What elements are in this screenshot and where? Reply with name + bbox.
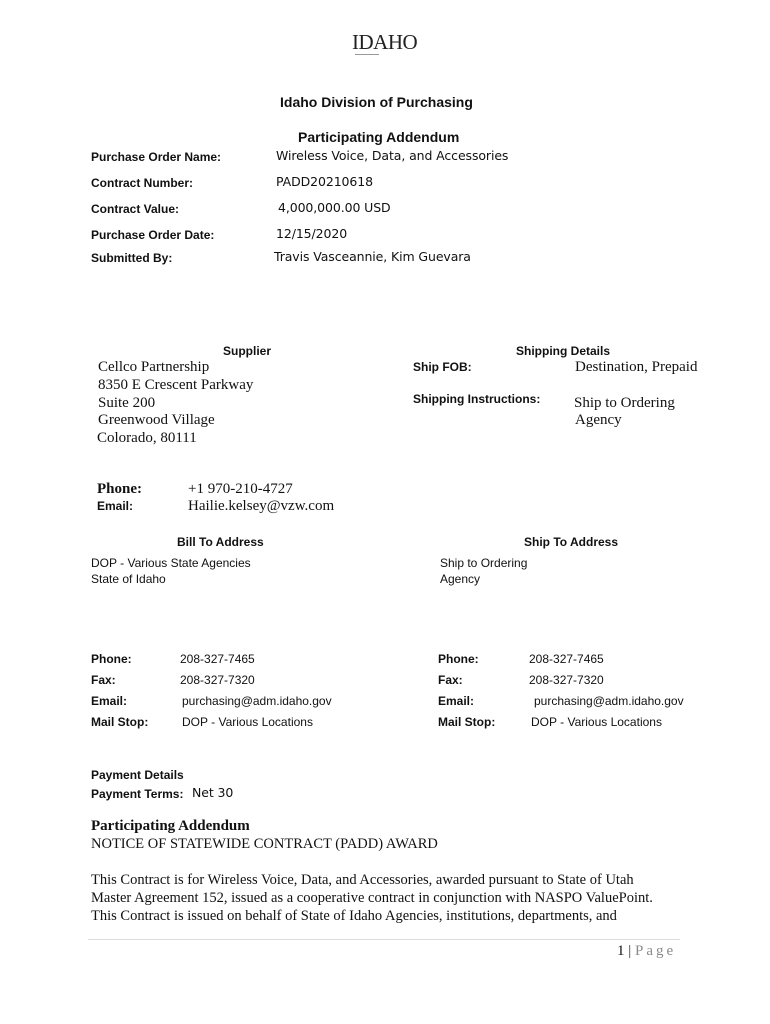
supplier-address-line: Suite 200 <box>98 395 156 411</box>
bill-to-phone-label: Phone: <box>91 652 132 666</box>
purchase-order-date-value: 12/15/2020 <box>276 226 348 241</box>
ship-to-phone-label: Phone: <box>438 652 479 666</box>
bill-to-fax-value: 208-327-7320 <box>180 673 255 687</box>
payment-terms-label: Payment Terms: <box>91 787 184 801</box>
purchase-order-name-label: Purchase Order Name: <box>91 150 222 164</box>
supplier-email-value: Hailie.kelsey@vzw.com <box>188 498 335 514</box>
supplier-address-line: Colorado, 80111 <box>97 430 197 446</box>
supplier-phone-value: +1 970-210-4727 <box>188 481 293 497</box>
shipping-instructions-line: Agency <box>575 412 622 428</box>
logo-underline <box>355 54 379 55</box>
ship-to-address-line: Ship to Ordering <box>440 556 528 570</box>
payment-terms-value: Net 30 <box>192 785 234 800</box>
bill-to-fax-label: Fax: <box>91 673 116 687</box>
payment-details-heading: Payment Details <box>91 768 184 782</box>
bill-to-heading: Bill To Address <box>177 535 264 549</box>
page-word: Page <box>635 943 677 959</box>
purchase-order-name-value: Wireless Voice, Data, and Accessories <box>276 148 509 163</box>
ship-to-mail-stop-value: DOP - Various Locations <box>531 715 662 729</box>
addendum-notice: NOTICE OF STATEWIDE CONTRACT (PADD) AWARD <box>91 836 438 852</box>
contract-number-label: Contract Number: <box>91 176 194 190</box>
ship-fob-value: Destination, Prepaid <box>575 359 698 375</box>
supplier-heading: Supplier <box>223 344 272 358</box>
shipping-details-heading: Shipping Details <box>516 344 611 358</box>
contract-number-value: PADD20210618 <box>276 174 373 189</box>
document-subtitle: Participating Addendum <box>298 129 460 145</box>
submitted-by-label: Submitted By: <box>91 251 173 265</box>
supplier-email-label: Email: <box>97 499 134 513</box>
ship-to-phone-value: 208-327-7465 <box>529 652 604 666</box>
bill-to-email-label: Email: <box>91 694 128 708</box>
shipping-instructions-line: Ship to Ordering <box>574 395 675 411</box>
contract-value-value: 4,000,000.00 USD <box>278 200 391 215</box>
shipping-instructions-label: Shipping Instructions: <box>413 392 541 406</box>
bill-to-phone-value: 208-327-7465 <box>180 652 255 666</box>
addendum-body-line: Master Agreement 152, issued as a cooperative contract in conjunction with NASPO ValuePoint. <box>91 890 653 906</box>
addendum-body-line: This Contract is for Wireless Voice, Data, and Accessories, awarded pursuant to State of Utah <box>91 872 634 888</box>
bill-to-email-value: purchasing@adm.idaho.gov <box>182 694 332 708</box>
page-number: 1 <box>617 943 625 959</box>
footer-divider <box>88 939 680 940</box>
ship-to-email-value: purchasing@adm.idaho.gov <box>534 694 684 708</box>
bill-to-address-line: State of Idaho <box>91 572 166 586</box>
document-title: Idaho Division of Purchasing <box>280 94 473 110</box>
bill-to-address-line: DOP - Various State Agencies <box>91 556 251 570</box>
ship-fob-label: Ship FOB: <box>413 360 472 374</box>
ship-to-mail-stop-label: Mail Stop: <box>438 715 496 729</box>
page-footer <box>617 943 676 960</box>
addendum-body-line: This Contract is issued on behalf of State of Idaho Agencies, institutions, departments, and <box>91 908 617 924</box>
supplier-address-line: 8350 E Crescent Parkway <box>98 377 254 393</box>
idaho-logo: IDAHO <box>352 30 418 54</box>
ship-to-fax-value: 208-327-7320 <box>529 673 604 687</box>
purchase-order-date-label: Purchase Order Date: <box>91 228 215 242</box>
bill-to-mail-stop-label: Mail Stop: <box>91 715 149 729</box>
page-separator: | <box>628 943 632 959</box>
ship-to-fax-label: Fax: <box>438 673 463 687</box>
ship-to-address-line: Agency <box>440 572 481 586</box>
addendum-heading: Participating Addendum <box>91 818 250 834</box>
contract-value-label: Contract Value: <box>91 202 180 216</box>
submitted-by-value: Travis Vasceannie, Kim Guevara <box>274 249 471 264</box>
supplier-address-line: Greenwood Village <box>98 412 215 428</box>
ship-to-email-label: Email: <box>438 694 475 708</box>
bill-to-mail-stop-value: DOP - Various Locations <box>182 715 313 729</box>
ship-to-heading: Ship To Address <box>524 535 619 549</box>
supplier-phone-label: Phone: <box>97 481 142 497</box>
supplier-address-line: Cellco Partnership <box>98 359 210 375</box>
